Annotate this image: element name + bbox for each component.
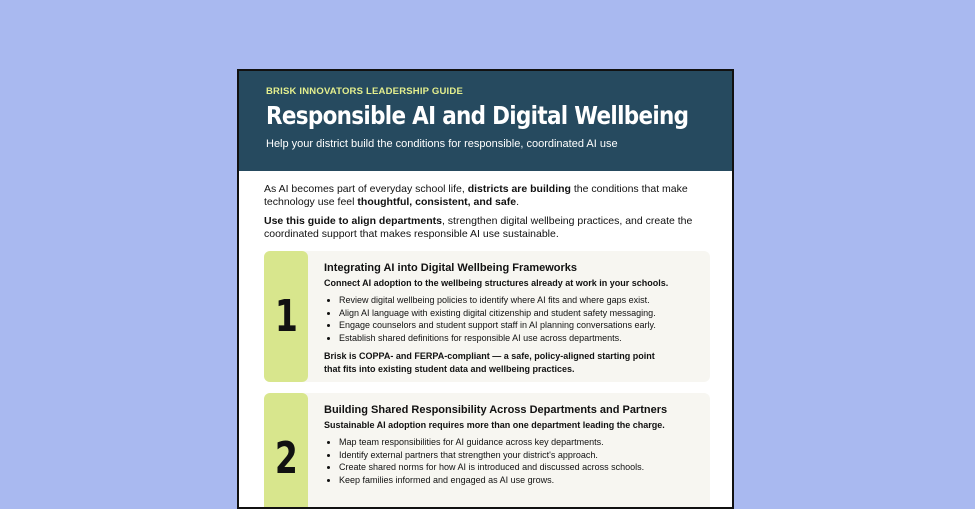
guide-header: [239, 71, 732, 171]
bullet-item: • Establish shared definitions for responsible AI use across departments.: [339, 332, 696, 345]
section-number: 1: [274, 291, 298, 342]
intro-paragraph-2: [264, 215, 708, 241]
guide-document: [237, 69, 734, 509]
section-card-1: [264, 251, 710, 382]
section-number-tab: [264, 393, 308, 509]
guide-title: Responsible AI and Digital Wellbeing: [266, 101, 689, 130]
section-bullets: [324, 294, 696, 344]
section-subtitle: Connect AI adoption to the wellbeing structures already at work in your schools.: [324, 278, 669, 288]
intro-emphasis: districts are building: [467, 183, 571, 195]
intro-section: [239, 171, 732, 241]
section-content: [324, 403, 696, 492]
section-title: Integrating AI into Digital Wellbeing Frameworks: [324, 262, 578, 274]
intro-text: , strengthen digital wellbeing practices, and create the coordinated support that makes responsible AI use sustainable.: [264, 215, 693, 240]
guide-subtitle: Help your district build the conditions for responsible, coordinated AI use: [266, 138, 618, 150]
bullet-item: • Map team responsibilities for AI guidance across key departments.: [339, 436, 696, 449]
intro-emphasis: thoughtful, consistent, and safe: [357, 196, 517, 208]
bullet-item: • Create shared norms for how AI is introduced and discussed across schools.: [339, 461, 696, 474]
section-number-tab: [264, 251, 308, 382]
intro-text: the conditions that make technology use feel: [264, 183, 688, 208]
intro-text: As AI becomes part of everyday school life,: [264, 183, 468, 195]
guide-eyebrow: BRISK INNOVATORS LEADERSHIP GUIDE: [266, 86, 463, 97]
bullet-item: • Engage counselors and student support staff in AI planning conversations early.: [339, 319, 696, 332]
section-footer-note: Brisk is COPPA- and FERPA-compliant — a safe, policy-aligned starting point that fits into existing student data and wellbeing practices.: [324, 351, 655, 374]
section-number: 2: [274, 432, 298, 484]
section-card-2: [264, 393, 710, 509]
section-subtitle: Sustainable AI adoption requires more than one department leading the charge.: [324, 420, 665, 430]
intro-paragraph-1: [264, 183, 708, 209]
section-bullets: [324, 436, 696, 486]
intro-emphasis: Use this guide to align departments: [264, 215, 442, 227]
bullet-item: • Identify external partners that strengthen your district's approach.: [339, 449, 696, 462]
bullet-item: • Keep families informed and engaged as AI use grows.: [339, 474, 696, 487]
section-content: [324, 261, 696, 375]
bullet-item: • Align AI language with existing digital citizenship and student safety messaging.: [339, 307, 696, 320]
intro-text: .: [516, 196, 519, 208]
bullet-item: • Review digital wellbeing policies to identify where AI fits and where gaps exist.: [339, 294, 696, 307]
section-title: Building Shared Responsibility Across Departments and Partners: [324, 404, 668, 416]
